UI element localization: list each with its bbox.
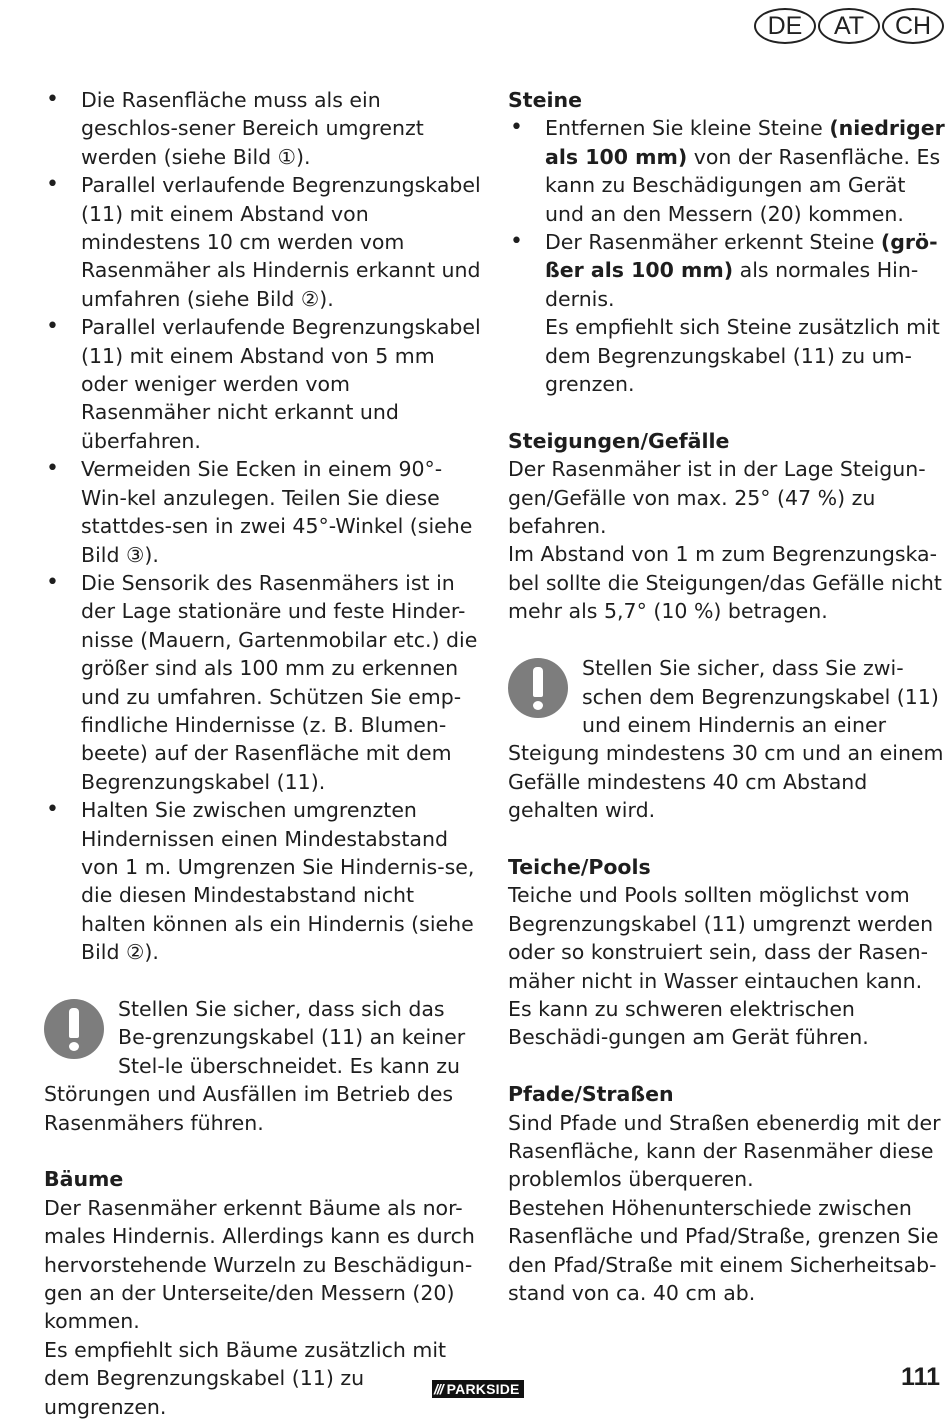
warning-text: Stellen Sie sicher, dass Sie zwi-schen dem Begrenzungskabel (11) und einem Hindernis an einer Steigung mindestens 30 cm und an einem Gefälle mindestens 40 cm Abstand gehalten wird.	[508, 656, 944, 823]
list-item: • Parallel verlaufende Begrenzungskabel (11) mit einem Abstand von 5 mm oder weniger werden vom Rasenmäher nicht erkannt und überfahren.	[44, 313, 484, 455]
paragraph: Bestehen Höhenunterschiede zwischen Rasenfläche und Pfad/Straße, grenzen Sie den Pfad/Straße mit einem Sicherheitsab-stand von ca. 40 cm ab.	[508, 1195, 939, 1305]
paragraph: Teiche und Pools sollten möglichst vom Begrenzungskabel (11) umgrenzt werden oder so konstruiert sein, dass der Rasen-mäher nicht in Wasser eintauchen kann. Es kann zu schweren elektrischen Beschädi-gungen am Gerät führen.	[508, 883, 934, 1050]
section-heading-stones: Steine	[508, 88, 582, 112]
list-item: • Vermeiden Sie Ecken in einem 90°-Win-kel anzulegen. Teilen Sie diese stattdes-sen in zwei 45°-Winkel (siehe Bild ③).	[44, 455, 484, 569]
section-heading-paths: Pfade/Straßen	[508, 1082, 674, 1107]
country-badges	[754, 8, 944, 44]
paragraph: Der Rasenmäher erkennt Bäume als nor-males Hindernis. Allerdings kann es durch hervorstehende Wurzeln zu Beschädigun-gen an der Unterseite/den Messern (20) kommen.	[44, 1195, 475, 1334]
exclamation-warning-icon	[508, 658, 568, 718]
warning-note	[508, 654, 946, 824]
list-item: • Die Sensorik des Rasenmähers ist in der Lage stationäre und feste Hinder-nisse (Mauern, Gartenmobilar etc.) die größer sind als 100 mm zu erkennen und zu umfahren. Schützen Sie emp-findliche Hindernisse (z. B. Blumen-beete) auf der Rasenfläche mit dem Begrenzungskabel (11).	[44, 569, 484, 796]
exclamation-warning-icon	[44, 999, 104, 1059]
country-badge-ch: CH	[882, 8, 944, 44]
list-item: • Entfernen Sie kleine Steine (niedriger als 100 mm) von der Rasenfläche. Es kann zu Beschädigungen am Gerät und an den Messern (20) kommen.	[508, 114, 946, 228]
country-badge-at: AT	[818, 8, 880, 44]
paragraph: Es empfiehlt sich Bäume zusätzlich mit dem Begrenzungskabel (11) zu umgrenzen.	[44, 1337, 447, 1419]
section-heading-slopes: Steigungen/Gefälle	[508, 428, 730, 453]
list-item: • Parallel verlaufende Begrenzungskabel (11) mit einem Abstand von mindestens 10 cm werden vom Rasenmäher als Hindernis erkannt und umfahren (siehe Bild ②).	[44, 171, 484, 313]
page-number: 111	[901, 1363, 940, 1391]
paragraph: Im Abstand von 1 m zum Begrenzungska-bel sollte die Steigungen/das Gefälle nicht mehr als 5,7° (10 %) betragen.	[508, 542, 942, 624]
list-item: • Der Rasenmäher erkennt Steine (grö-ßer als 100 mm) als normales Hin-dernis. Es empfiehlt sich Steine zusätzlich mit dem Begrenzungskabel (11) zu um-grenzen.	[508, 228, 946, 398]
placement-rules-list	[44, 86, 484, 967]
left-column	[44, 86, 484, 1421]
section-heading-ponds: Teiche/Pools	[508, 854, 651, 879]
section-heading-trees: Bäume	[44, 1167, 124, 1192]
paragraph: Sind Pfade und Straßen ebenerdig mit der Rasenfläche, kann der Rasenmäher diese problemlos überqueren.	[508, 1110, 941, 1192]
parkside-logo: /// PARKSIDE	[432, 1380, 524, 1398]
warning-text: Stellen Sie sicher, dass sich das Be-grenzungskabel (11) an keiner Stel-le überschneidet. Es kann zu Störungen und Ausfällen im Betrieb des Rasenmähers führen.	[44, 996, 466, 1135]
country-badge-de: DE	[754, 8, 816, 44]
stones-list	[508, 114, 946, 398]
list-item: • Die Rasenfläche muss als ein geschlos-sener Bereich umgrenzt werden (siehe Bild ①).	[44, 86, 484, 171]
list-item: • Halten Sie zwischen umgrenzten Hindernissen einen Mindestabstand von 1 m. Umgrenzen Sie Hindernis-se, die diesen Mindestabstand nicht halten können als ein Hindernis (siehe Bild ②).	[44, 796, 484, 966]
paragraph: Der Rasenmäher ist in der Lage Steigun-gen/Gefälle von max. 25° (47 %) zu befahren.	[508, 457, 926, 539]
right-column	[508, 86, 946, 1307]
warning-note	[44, 995, 484, 1137]
